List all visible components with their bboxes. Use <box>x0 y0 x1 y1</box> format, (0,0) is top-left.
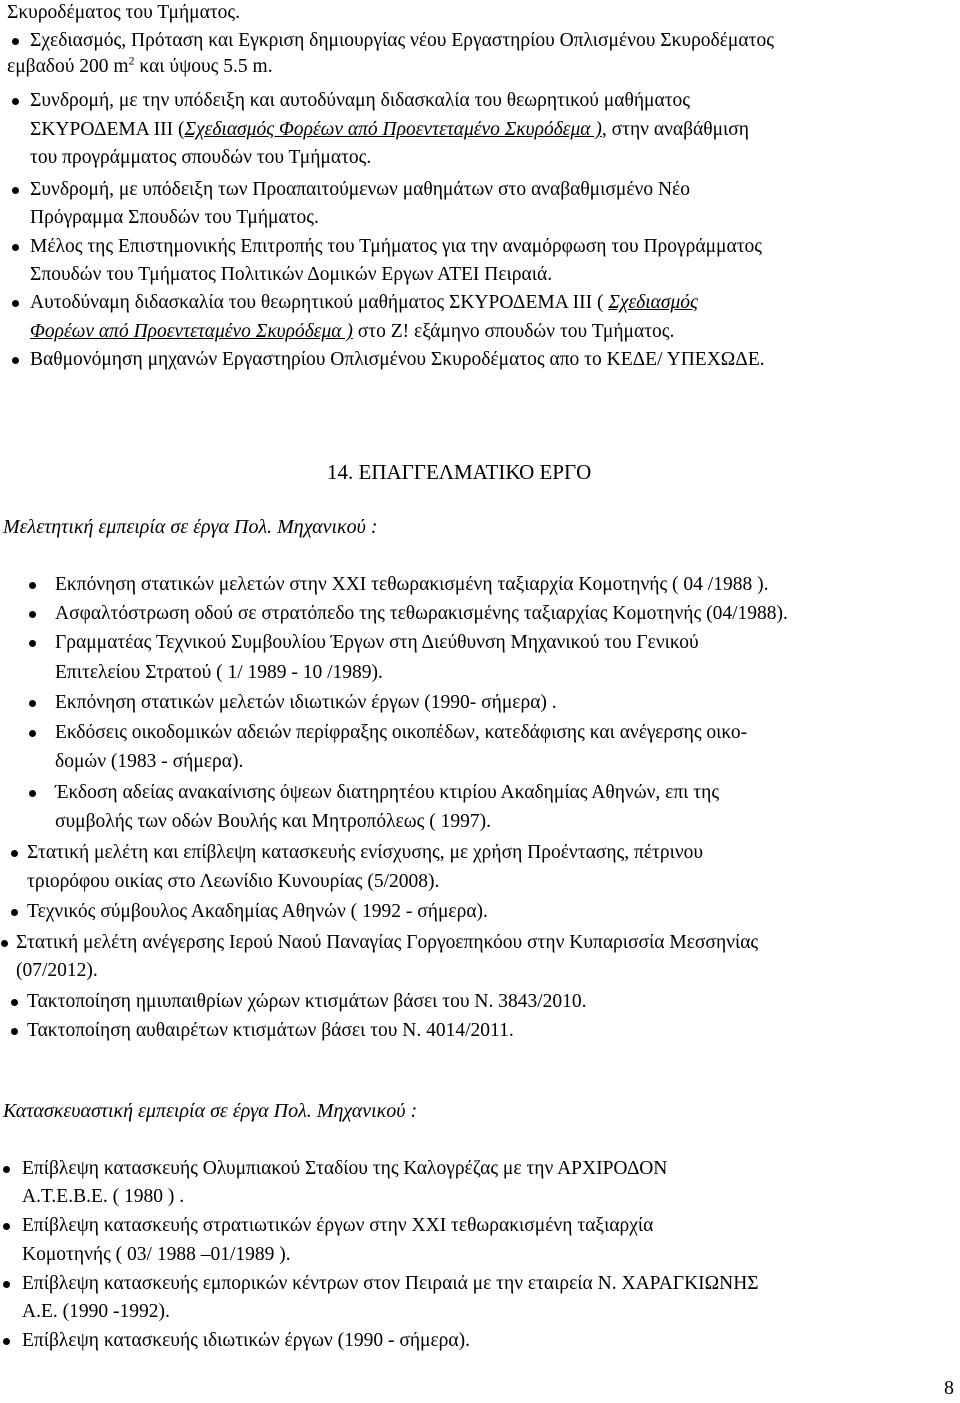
text-line: του προγράμματος σπουδών του Τμήματος. <box>30 147 372 168</box>
text-line: Συνδρομή, με υπόδειξη των Προαπαιτούμενων μαθημάτων στο αναβαθμισμένο Νέο <box>30 179 690 200</box>
bullet-icon <box>11 1028 18 1035</box>
bullet-icon <box>29 730 36 737</box>
bullet-icon <box>3 1166 10 1173</box>
text-line: (07/2012). <box>16 960 98 981</box>
text-line: Εκδόσεις οικοδομικών αδειών περίφραξης οικοπέδων, κατεδάφισης και ανέγερσης οικο- <box>55 722 748 743</box>
text-line: Βαθμονόμηση μηχανών Εργαστηρίου Οπλισμένου Σκυροδέματος απο το ΚΕΔΕ/ ΥΠΕΧΩΔΕ. <box>30 349 765 370</box>
text-line: Σπουδών του Τμήματος Πολιτικών Δομικών Εργων ΑΤΕΙ Πειραιά. <box>30 264 553 285</box>
text-line: Σκυροδέματος του Τμήματος. <box>7 2 241 23</box>
text-line: Επιτελείου Στρατού ( 1/ 1989 - 10 /1989). <box>55 662 383 683</box>
bullet-icon <box>3 1281 10 1288</box>
text-line: δομών (1983 - σήμερα). <box>55 751 244 772</box>
text-line: Επίβλεψη κατασκευής Ολυμπιακού Σταδίου της Καλογρέζας με την ΑΡΧΙΡΟΔΟΝ <box>22 1158 668 1179</box>
bullet-icon <box>29 582 36 589</box>
bullet-icon <box>11 909 18 916</box>
bullet-icon <box>12 357 19 364</box>
bullet-icon <box>3 1223 10 1230</box>
text-line: Έκδοση αδείας ανακαίνισης όψεων διατηρητέου κτιρίου Ακαδημίας Αθηνών, επι της <box>55 782 720 803</box>
text-line: Μέλος της Επιστημονικής Επιτροπής του Τμήματος για την αναμόρφωση του Προγράμματος <box>30 236 763 257</box>
text-line: Επίβλεψη κατασκευής στρατιωτικών έργων στην ΧΧΙ τεθωρακισμένη ταξιαρχία <box>22 1215 654 1236</box>
subsection-title: Κατασκευαστική εμπειρία σε έργα Πολ. Μηχανικού : <box>3 1100 418 1122</box>
text-line: Σχεδιασμός, Πρόταση και Εγκριση δημιουργίας νέου Εργαστηρίου Οπλισμένου Σκυροδέματος <box>30 30 774 51</box>
bullet-icon <box>12 98 19 105</box>
bullet-icon <box>12 38 19 45</box>
bullet-icon <box>12 244 19 251</box>
text-line: Πρόγραμμα Σπουδών του Τμήματος. <box>30 207 319 228</box>
section-heading: 14. ΕΠΑΓΓΕΛΜΑΤΙΚΟ ΕΡΓΟ <box>327 460 592 484</box>
text-line: εμβαδού 200 $m^2$ και ύψους 5.5 m. <box>7 53 273 77</box>
bullet-icon <box>11 850 18 857</box>
bullet-icon <box>3 1338 10 1345</box>
text-line: Α.Ε. (1990 -1992). <box>22 1301 170 1322</box>
subsection-title: Μελετητική εμπειρία σε έργα Πολ. Μηχανικού : <box>3 516 378 538</box>
bullet-icon <box>29 611 36 618</box>
text-line: τριορόφου οικίας στο Λεωνίδιο Κυνουρίας (5/2008). <box>27 871 440 892</box>
text-line: Κομοτηνής ( 03/ 1988 –01/1989 ). <box>22 1244 291 1265</box>
page-number: 8 <box>944 1377 954 1399</box>
text-line: Εκπόνηση στατικών μελετών ιδιωτικών έργων (1990- σήμερα) . <box>55 692 557 713</box>
text-line: Συνδρομή, με την υπόδειξη και αυτοδύναμη διδασκαλία του θεωρητικού μαθήματος <box>30 90 691 111</box>
text-line: Φορέων από Προεντεταμένο Σκυρόδεμα ) στο Ζ! εξάμηνο σπουδών του Τμήματος. <box>30 321 675 342</box>
text-line: Επίβλεψη κατασκευής εμπορικών κέντρων στον Πειραιά με την εταιρεία Ν. ΧΑΡΑΓΚΙΩΝΗΣ <box>22 1273 759 1294</box>
text-line: Τακτοποίηση αυθαιρέτων κτισμάτων βάσει του Ν. 4014/2011. <box>27 1020 514 1041</box>
bullet-icon <box>1 940 8 947</box>
bullet-icon <box>11 999 18 1006</box>
text-line: Γραμματέας Τεχνικού Συμβουλίου Έργων στη Διεύθυνση Μηχανικού του Γενικού <box>55 632 699 653</box>
bullet-icon <box>12 187 19 194</box>
text-line: Τεχνικός σύμβουλος Ακαδημίας Αθηνών ( 1992 - σήμερα). <box>27 901 488 922</box>
text-line: Στατική μελέτη και επίβλεψη κατασκευής ενίσχυσης, με χρήση Προέντασης, πέτρινου <box>27 842 704 863</box>
text-line: συμβολής των οδών Βουλής και Μητροπόλεως ( 1997). <box>55 811 491 832</box>
bullet-icon <box>29 640 36 647</box>
text-line: Α.Τ.Ε.Β.Ε. ( 1980 ) . <box>22 1186 185 1207</box>
text-line: Τακτοποίηση ημιυπαιθρίων χώρων κτισμάτων βάσει του Ν. 3843/2010. <box>27 991 587 1012</box>
bullet-icon <box>29 700 36 707</box>
text-line: Στατική μελέτη ανέγερσης Ιερού Ναού Παναγίας Γοργοεπηκόου στην Κυπαρισσία Μεσσηνίας <box>16 932 759 953</box>
text-line: Επίβλεψη κατασκευής ιδιωτικών έργων (1990 - σήμερα). <box>22 1330 470 1351</box>
text-line: Αυτοδύναμη διδασκαλία του θεωρητικού μαθήματος ΣΚΥΡΟΔΕΜΑ ΙΙΙ ( Σχεδιασμός <box>30 292 698 313</box>
bullet-icon <box>12 300 19 307</box>
text-line: Ασφαλτόστρωση οδού σε στρατόπεδο της τεθωρακισμένης ταξιαρχίας Κομοτηνής (04/1988). <box>55 603 788 624</box>
bullet-icon <box>29 790 36 797</box>
text-line: Εκπόνηση στατικών μελετών στην ΧΧΙ τεθωρακισμένη ταξιαρχία Κομοτηνής ( 04 /1988 ). <box>55 574 769 595</box>
text-line: ΣΚΥΡΟΔΕΜΑ ΙΙΙ (Σχεδιασμός Φορέων από Προεντεταμένο Σκυρόδεμα ), στην αναβάθμιση <box>30 119 750 140</box>
